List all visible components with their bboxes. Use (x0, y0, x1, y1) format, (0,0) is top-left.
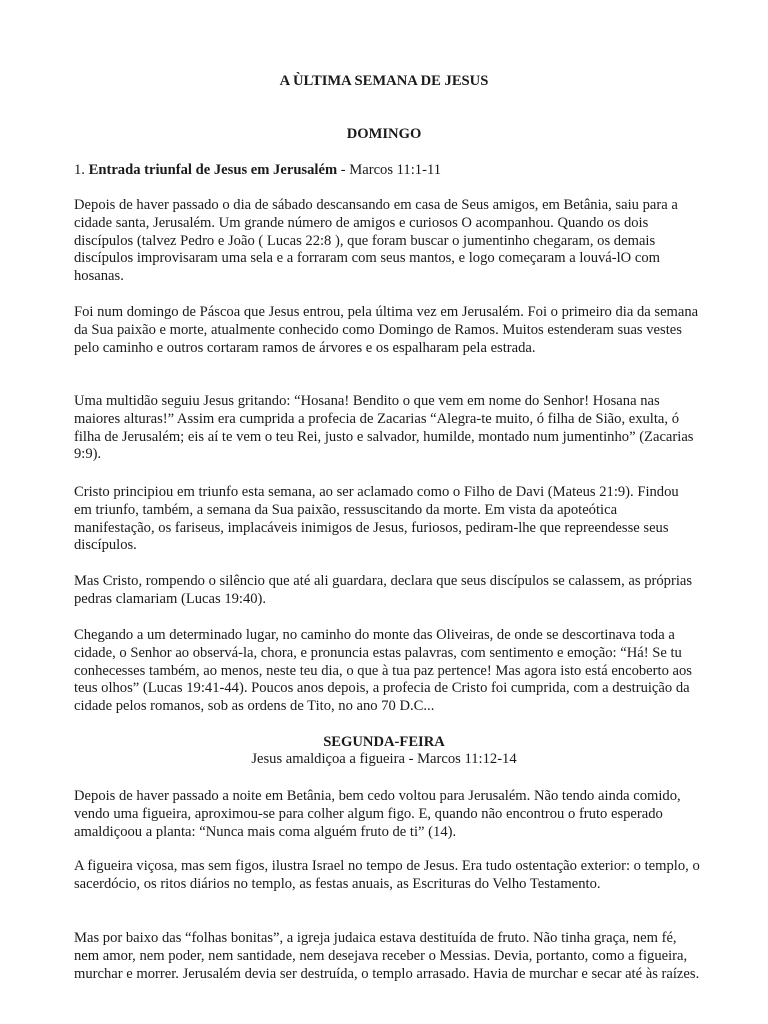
paragraph: Uma multidão seguiu Jesus gritando: “Hosana! Bendito o que vem em nome do Senhor! Hosana nas maiores alturas!” Assim era cumprida a profecia de Zacarias “Alegra-te muito, ó filha de Sião, exulta, ó filha de Jerusalém; eis aí te vem o teu Rei, justo e salvador, humilde, montado num jumentinho” (Zacarias 9:9). (74, 393, 694, 463)
paragraph: Depois de haver passado a noite em Betânia, bem cedo voltou para Jerusalém. Não tendo ainda comido, vendo uma figueira, aproximou-se para colher algum figo. E, quando não encontrou o fruto esperado amaldiçoou a planta: “Nunca mais coma alguém fruto de ti” (14). (74, 788, 681, 840)
paragraph: Chegando a um determinado lugar, no caminho do monte das Oliveiras, de onde se descortinava toda a cidade, o Senhor ao observá-la, chora, e pronuncia estas palavras, com sentimento e emoção: “Há! Se tu conhecesses também, ao menos, neste teu dia, o que à tua paz pertence! Mas agora isto está encoberto aos teus olhos” (Lucas 19:41-44). Poucos anos depois, a profecia de Cristo foi cumprida, com a destruição da cidade pelos romanos, sob as ordens de Tito, no ano 70 D.C... (74, 627, 692, 715)
item-title: Entrada triunfal de Jesus em Jerusalém (88, 162, 338, 178)
paragraph: Depois de haver passado o dia de sábado descansando em casa de Seus amigos, em Betânia, saiu para a cidade santa, Jerusalém. Um grande número de amigos e curiosos O acompanhou. Quando os dois discípulos (talvez Pedro e João ( Lucas 22:8 ), que foram buscar o jumentinho chegaram, os demais discípulos improvisaram uma sela e a forraram com seus mantos, e logo começaram a louvá-lO com hosanas. (74, 197, 678, 285)
paragraph: Mas Cristo, rompendo o silêncio que até ali guardara, declara que seus discípulos se calassem, as próprias pedras clamariam (Lucas 19:40). (74, 573, 693, 607)
paragraph: Cristo principiou em triunfo esta semana, ao ser aclamado como o Filho de Davi (Mateus 21:9). Findou em triunfo, também, a semana da Sua paixão, ressuscitando da morte. Em vista da apoteótica manifestação, os fariseus, implacáveis inimigos de Jesus, furiosos, pediram-lhe que repreendesse seus discípulos. (74, 484, 679, 554)
item-heading (74, 162, 700, 180)
section-subtitle: Jesus amaldiçoa a figueira - Marcos 11:12-14 (251, 751, 517, 767)
section-heading-domingo: DOMINGO (346, 126, 422, 142)
paragraph: Foi num domingo de Páscoa que Jesus entrou, pela última vez em Jerusalém. Foi o primeiro dia da semana da Sua paixão e morte, atualmente conhecido como Domingo de Ramos. Muitos estenderam suas vestes pelo caminho e outros cortaram ramos de árvores e os espalharam pela estrada. (74, 304, 699, 356)
item-number: 1. (74, 162, 85, 178)
document-title: A ÙLTIMA SEMANA DE JESUS (279, 73, 489, 89)
paragraph: A figueira viçosa, mas sem figos, ilustra Israel no tempo de Jesus. Era tudo ostentação exterior: o templo, o sacerdócio, os ritos diários no templo, as festas anuais, as Escrituras do Velho Testamento. (74, 858, 700, 892)
item-reference: - Marcos 11:1-11 (337, 162, 441, 178)
section-heading-segunda-feira: SEGUNDA-FEIRA (323, 734, 445, 750)
paragraph: Mas por baixo das “folhas bonitas”, a igreja judaica estava destituída de fruto. Não tinha graça, nem fé, nem amor, nem poder, nem santidade, nem desejava receber o Messias. Devia, portanto, como a figueira, murchar e morrer. Jerusalém devia ser destruída, o templo arrasado. Havia de murchar e secar até às raízes. (74, 930, 700, 982)
